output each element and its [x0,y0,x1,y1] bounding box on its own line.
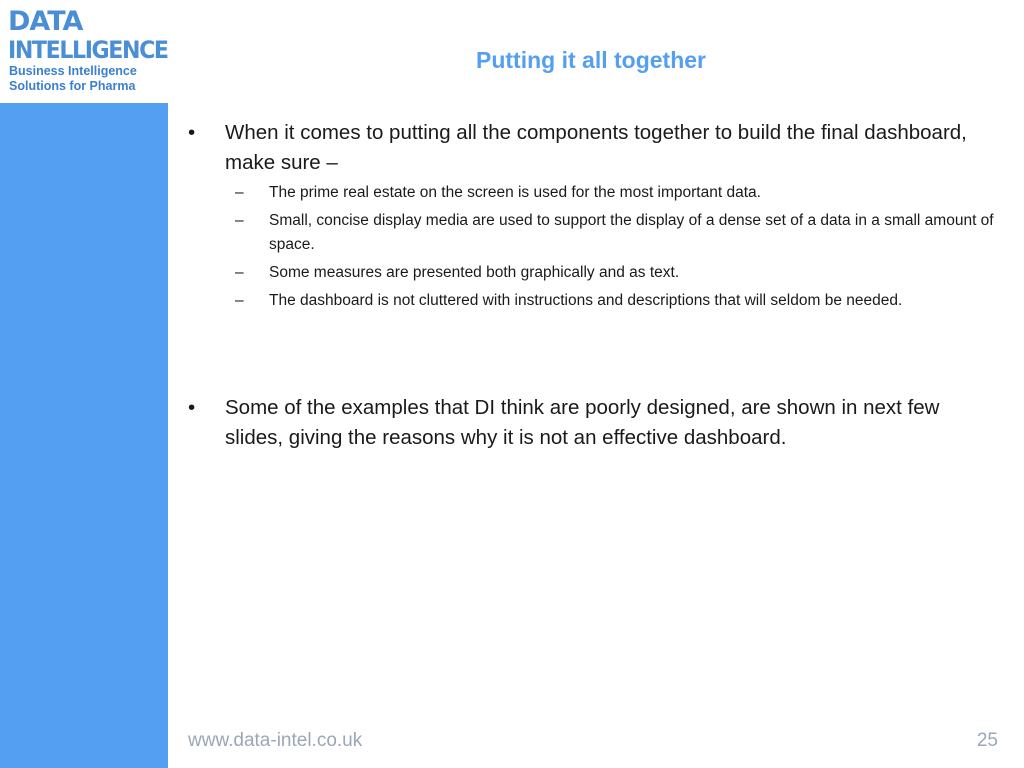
sub-bullet-marker: – [235,292,244,309]
sub-bullet-item-2 [186,209,996,257]
sub-bullet-marker: – [235,212,244,229]
bullet-item-2 [186,393,996,453]
slide-page-number: 25 [976,730,998,751]
sub-bullet-text-1: The prime real estate on the screen is used for the most important data. [269,184,761,201]
bullet-item-1 [186,118,996,178]
sub-bullet-item-3 [186,261,996,285]
logo-text-intelligence: INTELLIGENCE [8,36,168,64]
bullet-text-1: When it comes to putting all the components together to build the final dashboard, make sure – [225,121,967,174]
bullet-marker: • [188,121,196,144]
sub-bullet-list [186,181,996,313]
logo-tagline-1: Business Intelligence [9,64,137,78]
company-logo [8,8,168,100]
slide-content [186,118,996,453]
sub-bullet-item-4 [186,289,996,313]
sub-bullet-item-1 [186,181,996,205]
logo-tagline-2: Solutions for Pharma [9,79,136,93]
bullet-text-2: Some of the examples that DI think are poorly designed, are shown in next few slides, giving the reasons why it is not an effective dashboard. [225,396,940,449]
sub-bullet-marker: – [235,264,244,281]
sub-bullet-text-3: Some measures are presented both graphically and as text. [269,264,680,281]
sub-bullet-text-4: The dashboard is not cluttered with instructions and descriptions that will seldom be needed. [269,292,903,309]
sub-bullet-text-2: Small, concise display media are used to support the display of a dense set of a data in a small amount of space. [269,212,994,253]
footer-url-link[interactable]: www.data-intel.co.uk [188,730,363,751]
sub-bullet-marker: – [235,184,244,201]
sidebar-panel [0,103,168,768]
slide-title: Putting it all together [476,47,706,73]
bullet-marker: • [188,396,196,419]
logo-text-data: DATA [8,6,83,37]
